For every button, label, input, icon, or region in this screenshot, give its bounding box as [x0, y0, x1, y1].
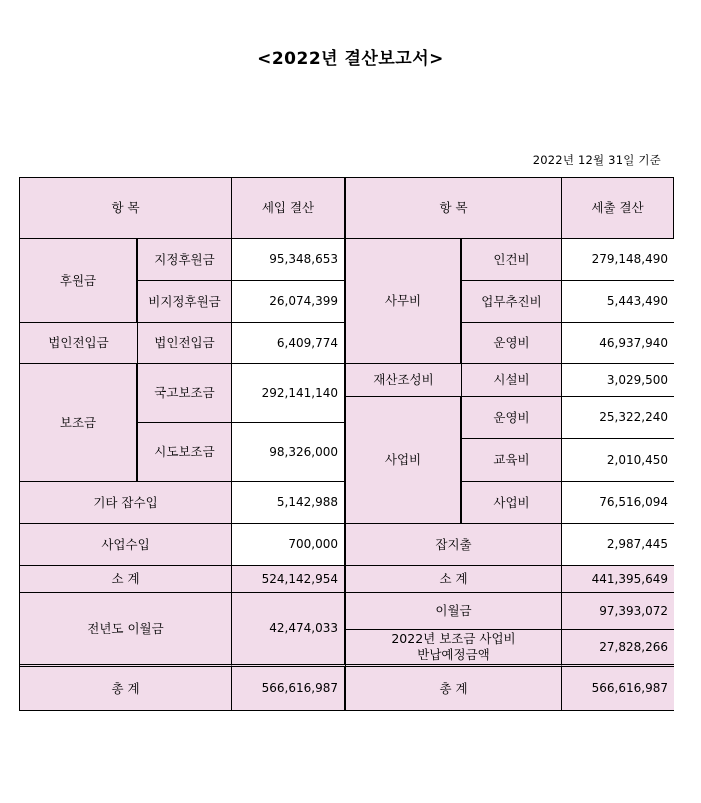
expense-business-label: 사업비	[462, 482, 562, 524]
income-subsidy-label: 보조금	[20, 364, 138, 482]
income-city-subsidy-value: 98,326,000	[232, 423, 346, 482]
expense-carryover-label: 이월금	[346, 593, 562, 630]
expense-project-operation-label: 운영비	[462, 397, 562, 439]
expense-project-label: 사업비	[346, 397, 462, 524]
income-misc-label: 기타 잡수입	[20, 482, 232, 524]
income-national-subsidy-value: 292,141,140	[232, 364, 346, 423]
expense-subtotal-label: 소 계	[346, 566, 562, 593]
income-settlement-header: 세입 결산	[232, 178, 346, 239]
expense-personnel-label: 인건비	[462, 239, 562, 281]
expense-personnel-value: 279,148,490	[562, 239, 674, 281]
expense-education-value: 2,010,450	[562, 439, 674, 482]
expense-item-header: 항 목	[346, 178, 562, 239]
expense-misc-value: 2,987,445	[562, 524, 674, 566]
expense-refund-label	[346, 630, 562, 667]
expense-refund-label-line2: 반납예정금액	[417, 647, 490, 662]
income-business-value: 700,000	[232, 524, 346, 566]
income-city-subsidy-label: 시도보조금	[138, 423, 232, 482]
income-total-label: 총 계	[20, 667, 232, 710]
expense-office-operation-label: 운영비	[462, 323, 562, 364]
report-date: 2022년 12월 31일 기준	[532, 153, 661, 167]
expense-promotion-value: 5,443,490	[562, 281, 674, 323]
income-nondesignated-value: 26,074,399	[232, 281, 346, 323]
income-total-value: 566,616,987	[232, 667, 346, 710]
income-corporate-label: 법인전입금	[20, 323, 138, 364]
income-carryover-value: 42,474,033	[232, 593, 346, 667]
income-designated-label: 지정후원금	[138, 239, 232, 281]
income-misc-value: 5,142,988	[232, 482, 346, 524]
income-designated-value: 95,348,653	[232, 239, 346, 281]
expense-office-label: 사무비	[346, 239, 462, 364]
income-corporate-value: 6,409,774	[232, 323, 346, 364]
expense-facility-label: 시설비	[462, 364, 562, 397]
income-subtotal-value: 524,142,954	[232, 566, 346, 593]
expense-asset-label: 재산조성비	[346, 364, 462, 397]
income-national-subsidy-label: 국고보조금	[138, 364, 232, 423]
expense-total-value: 566,616,987	[562, 667, 674, 710]
income-business-label: 사업수입	[20, 524, 232, 566]
expense-subtotal-value: 441,395,649	[562, 566, 674, 593]
income-corporate-sub-label: 법인전입금	[138, 323, 232, 364]
expense-project-operation-value: 25,322,240	[562, 397, 674, 439]
income-carryover-label: 전년도 이월금	[20, 593, 232, 667]
expense-misc-label: 잡지출	[346, 524, 562, 566]
expense-facility-value: 3,029,500	[562, 364, 674, 397]
income-nondesignated-label: 비지정후원금	[138, 281, 232, 323]
expense-business-value: 76,516,094	[562, 482, 674, 524]
expense-settlement-header: 세출 결산	[562, 178, 674, 239]
income-item-header: 항 목	[20, 178, 232, 239]
income-huwongeum-label: 후원금	[20, 239, 138, 323]
expense-refund-value: 27,828,266	[562, 630, 674, 667]
settlement-table	[19, 177, 674, 711]
expense-office-operation-value: 46,937,940	[562, 323, 674, 364]
expense-education-label: 교육비	[462, 439, 562, 482]
expense-refund-label-line1: 2022년 보조금 사업비	[391, 631, 516, 647]
expense-total-label: 총 계	[346, 667, 562, 710]
page-title: <2022년 결산보고서>	[257, 49, 444, 69]
expense-carryover-value: 97,393,072	[562, 593, 674, 630]
income-subtotal-label: 소 계	[20, 566, 232, 593]
expense-promotion-label: 업무추진비	[462, 281, 562, 323]
